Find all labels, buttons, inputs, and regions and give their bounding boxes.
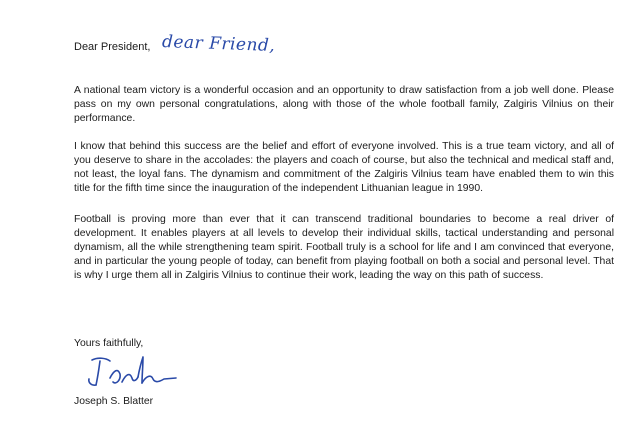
handwritten-signature <box>80 352 190 392</box>
signer-name: Joseph S. Blatter <box>74 396 154 407</box>
salutation: Dear President, <box>74 41 151 53</box>
handwritten-greeting: dear Friend, <box>161 32 276 56</box>
letter-paragraph-1: A national team victory is a wonderful occasion and an opportunity to draw satisfaction from a job well done. Please pass on my own personal congratulations, along with those of the whole football family, Zalgiris Vilnius on their performance. <box>74 85 614 124</box>
letter-paragraph-2: I know that behind this success are the belief and effort of everyone involved. This is a true team victory, and all of you deserve to share in the accolades: the players and coach of course, but also the technical and medical staff and, not least, the loyal fans. The dynamism and commitment of the Zalgiris Vilnius team have enabled them to win this title for the fifth time since the inauguration of the independent Lithuanian league in 1990. <box>74 141 614 194</box>
letter-paragraph-3: Football is proving more than ever that it can transcend traditional boundaries to become a real driver of development. It enables players at all levels to develop their individual skills, tactical understanding and personal dynamism, all the while strengthening team spirit. Football truly is a school for life and I am convinced that everyone, and in particular the young people of today, can benefit from playing football on both a social and personal level. That is why I urge them all in Zalgiris Vilnius to continue their work, leading the way on this path of success. <box>74 214 614 281</box>
closing-line: Yours faithfully, <box>74 338 144 349</box>
